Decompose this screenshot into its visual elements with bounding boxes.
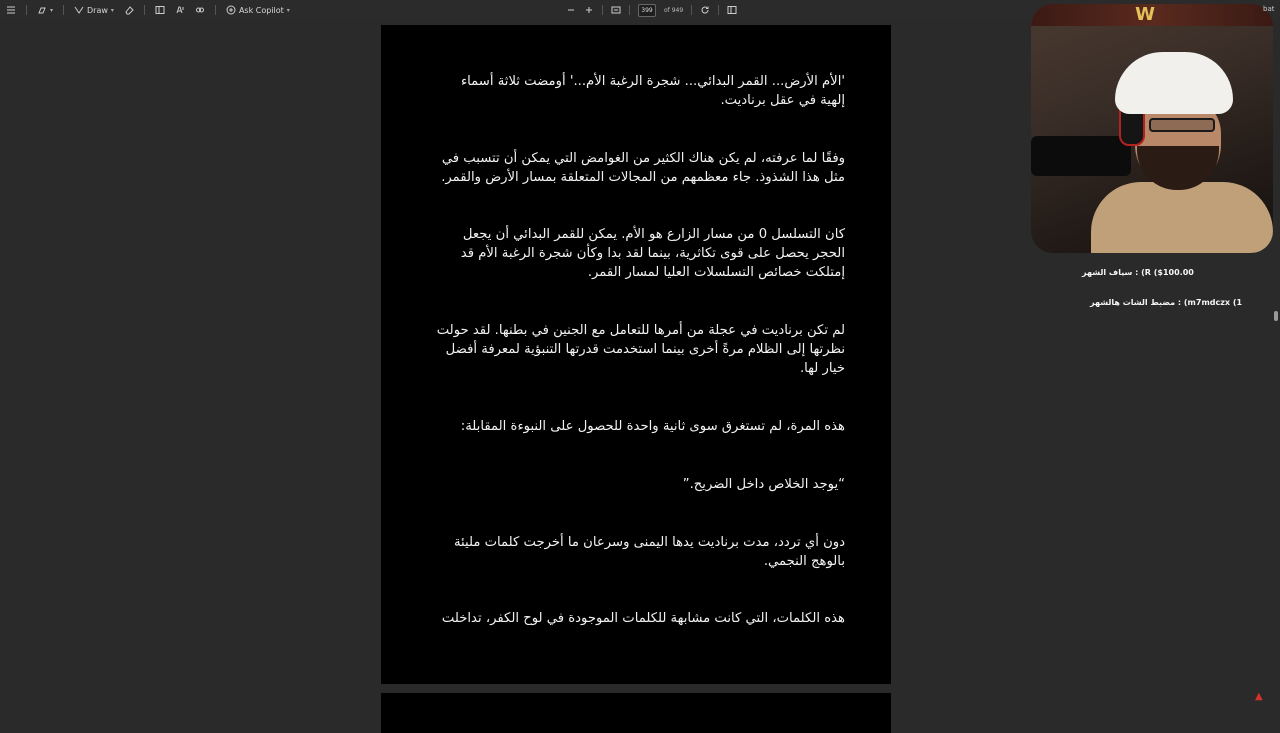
toolbar-left-group xyxy=(0,5,290,15)
top-chatter-label: مضبط الشات هالشهر : (m7mdczx (1 xyxy=(1090,298,1243,307)
read-aloud-button[interactable] xyxy=(175,5,185,15)
draw-label: Draw xyxy=(87,5,108,15)
page-total-label: of 949 xyxy=(664,6,684,14)
toolbar-divider xyxy=(215,5,216,15)
paragraph: دون أي تردد، مدت برناديت يدها اليمنى وسرعان ما أخرجت كلمات مليئة بالوهج النجمي. xyxy=(453,535,845,569)
toolbar-divider xyxy=(144,5,145,15)
translate-button[interactable] xyxy=(195,5,205,15)
text-box-button[interactable] xyxy=(155,5,165,15)
toolbar-divider xyxy=(602,5,603,15)
fit-page-icon[interactable] xyxy=(611,5,621,15)
contents-button[interactable] xyxy=(6,5,16,15)
translate-icon xyxy=(195,5,205,15)
highlight-button[interactable] xyxy=(37,5,53,15)
corner-text: bat xyxy=(1263,5,1275,13)
paragraph: لم تكن برناديت في عجلة من أمرها للتعامل مع الجنين في بطنها. لقد حولت نظرتها إلى الظلام مرةً أخرى بينما استخدمت قدرتها التنبؤية لمعرفة أفضل خيار لها. xyxy=(436,323,845,376)
draw-icon xyxy=(74,5,84,15)
microphone xyxy=(1031,136,1131,176)
next-document-page xyxy=(381,693,891,733)
toolbar-divider xyxy=(63,5,64,15)
top-donor-label: سياف الشهر : (R ($100.00 xyxy=(1082,268,1194,277)
contents-icon xyxy=(6,5,16,15)
page-view-icon[interactable] xyxy=(727,5,737,15)
text-box-icon xyxy=(155,5,165,15)
document-page xyxy=(381,25,891,684)
eraser-button[interactable] xyxy=(124,5,134,15)
chevron-down-icon[interactable]: ▾ xyxy=(286,6,290,14)
zoom-out-icon[interactable] xyxy=(566,5,576,15)
ask-copilot-label: Ask Copilot xyxy=(238,5,284,15)
copilot-icon xyxy=(226,5,236,15)
page-number-input[interactable]: 399 xyxy=(638,4,656,17)
paragraph: “يوجد الخلاص داخل الضريح.” xyxy=(682,477,845,492)
pdf-icon: ▲ xyxy=(1255,691,1263,702)
crown-icon: W xyxy=(1135,4,1155,25)
chevron-down-icon[interactable]: ▾ xyxy=(50,6,54,14)
paragraph: هذه المرة، لم تستغرق سوى ثانية واحدة للحصول على النبوءة المقابلة: xyxy=(460,419,845,434)
scrollbar-thumb[interactable] xyxy=(1274,311,1278,321)
read-aloud-icon xyxy=(175,5,185,15)
paragraph: كان التسلسل 0 من مسار الزارع هو الأم. يمكن للقمر البدائي أن يجعل الحجر يحصل على قوى تكاثرية، بينما لقد بدا وكأن شجرة الرغبة الأم قد إمتلكت خصائص التسلسلات العليا لمسار القمر. xyxy=(460,227,845,280)
rotate-icon[interactable] xyxy=(700,5,710,15)
zoom-in-icon[interactable] xyxy=(584,5,594,15)
chevron-down-icon[interactable]: ▾ xyxy=(110,6,114,14)
toolbar-divider xyxy=(718,5,719,15)
toolbar-divider xyxy=(629,5,630,15)
page-navigation xyxy=(566,0,737,20)
streamer-hoodie xyxy=(1091,182,1273,253)
highlight-icon xyxy=(37,5,47,15)
draw-button[interactable] xyxy=(74,5,114,15)
webcam-overlay xyxy=(1031,4,1273,253)
eraser-icon xyxy=(124,5,134,15)
glasses xyxy=(1149,118,1215,132)
paragraph: 'الأم الأرض... القمر البدائي... شجرة الرغبة الأم...' أومضت ثلاثة أسماء إلهية في عقل برناديت. xyxy=(460,74,845,108)
toolbar-divider xyxy=(691,5,692,15)
paragraph: هذه الكلمات، التي كانت مشابهة للكلمات الموجودة في لوح الكفر، تداخلت xyxy=(441,611,845,626)
paragraph: وفقًا لما عرفته، لم يكن هناك الكثير من الغوامض التي يمكن أن تتسبب في مثل هذا الشذوذ. جاء معظمهم من المجالات المتعلقة بمسار الأرض والقمر. xyxy=(441,151,845,185)
white-cap xyxy=(1115,52,1233,114)
toolbar-divider xyxy=(26,5,27,15)
ask-copilot-button[interactable] xyxy=(226,5,290,15)
